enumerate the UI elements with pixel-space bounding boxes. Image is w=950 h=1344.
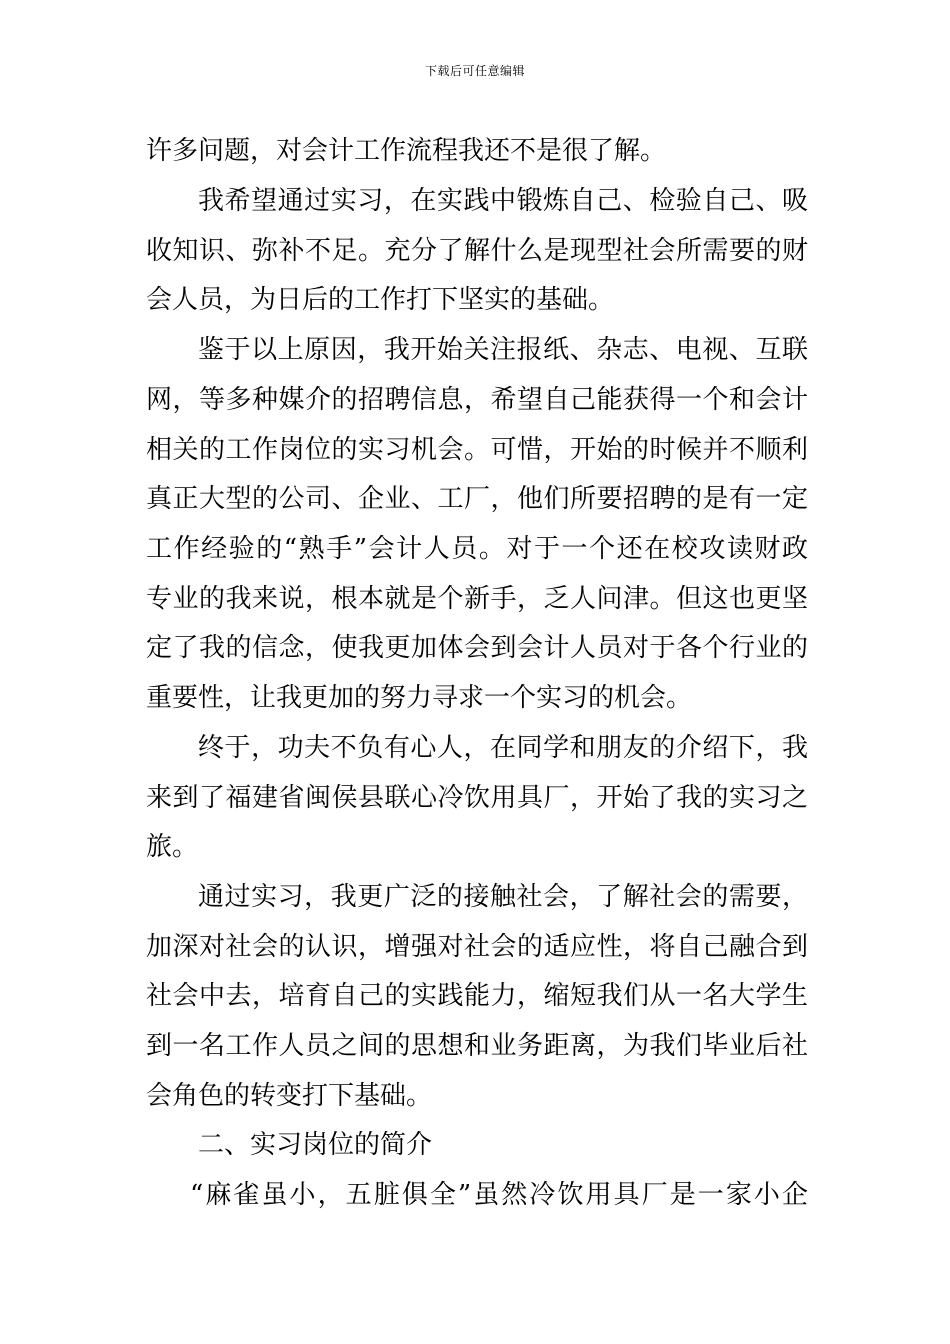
text-line: 加深对社会的认识，增强对社会的适应性，将自己融合到 — [146, 932, 808, 962]
text-line: 终于，功夫不负有心人，在同学和朋友的介绍下，我 — [198, 733, 808, 763]
text-line: 来到了福建省闽侯县联心冷饮用具厂，开始了我的实习之 — [146, 783, 808, 813]
text-line: 旅。 — [146, 832, 199, 862]
text-line: 许多问题，对会计工作流程我还不是很了解。 — [146, 136, 667, 166]
text-line: 会角色的转变打下基础。 — [146, 1081, 433, 1111]
text-line: “麻雀虽小，五脏俱全”虽然冷饮用具厂是一家小企 — [190, 1180, 808, 1210]
text-line: 真正大型的公司、企业、工厂，他们所要招聘的是有一定 — [146, 484, 808, 514]
text-line: 我希望通过实习，在实践中锻炼自己、检验自己、吸 — [198, 186, 808, 216]
text-line: 工作经验的“熟手”会计人员。对于一个还在校攻读财政 — [146, 534, 808, 564]
text-line: 会人员，为日后的工作打下坚实的基础。 — [146, 285, 615, 315]
section-heading: 二、实习岗位的简介 — [198, 1130, 433, 1160]
text-line: 通过实习，我更广泛的接触社会，了解社会的需要， — [198, 882, 808, 912]
text-line: 重要性，让我更加的努力寻求一个实习的机会。 — [146, 683, 693, 713]
text-line: 专业的我来说，根本就是个新手，乏人问津。但这也更坚 — [146, 584, 808, 614]
text-line: 到一名工作人员之间的思想和业务距离，为我们毕业后社 — [146, 1031, 808, 1061]
text-line: 网，等多种媒介的招聘信息，希望自己能获得一个和会计 — [146, 385, 808, 415]
text-line: 鉴于以上原因，我开始关注报纸、杂志、电视、互联 — [198, 335, 808, 365]
text-line: 相关的工作岗位的实习机会。可惜，开始的时候并不顺利 — [146, 435, 808, 465]
text-line: 社会中去，培育自己的实践能力，缩短我们从一名大学生 — [146, 981, 808, 1011]
page-header: 下载后可任意编辑 — [424, 64, 525, 78]
text-line: 收知识、弥补不足。充分了解什么是现型社会所需要的财 — [146, 236, 808, 266]
text-line: 定了我的信念，使我更加体会到会计人员对于各个行业的 — [146, 633, 808, 663]
